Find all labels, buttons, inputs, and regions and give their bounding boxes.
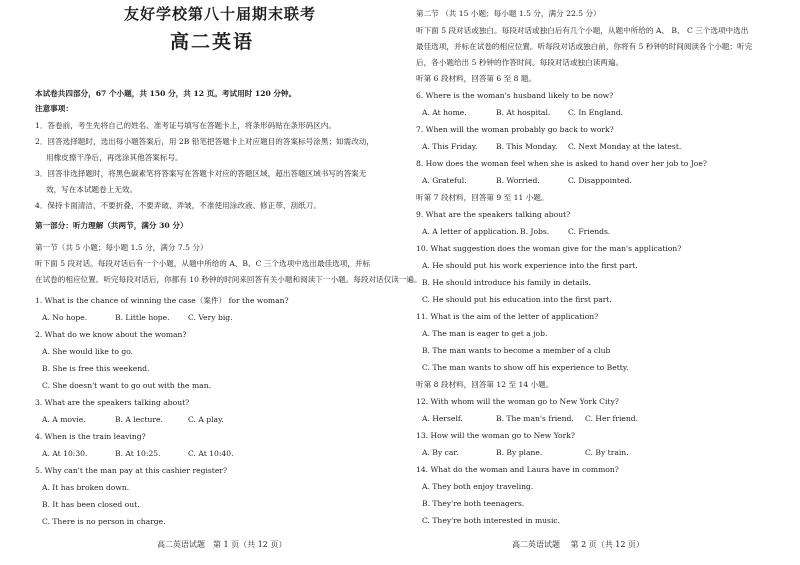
section1-instruction-2: 在试卷的相应位置。听完每段对话后，你都有 10 秒钟的时间来回答有关小题和阅读下一小题。每段对话仅读一遍。 xyxy=(35,275,422,284)
q6-option-b: B. At hospital. xyxy=(496,108,551,117)
question-10: 10. What suggestion does the woman give for the man's application? xyxy=(416,244,682,253)
q3-option-a: A. A movie. xyxy=(42,415,86,424)
material-7: 听第 7 段材料，回答第 9 至 11 小题。 xyxy=(416,193,549,202)
q5-option-b: B. It has been closed out. xyxy=(42,500,140,509)
q10-option-a: A. He should put his work experience into the first part. xyxy=(422,261,638,270)
note-4: 4．保持卡面清洁，不要折叠，不要弄破、弄皱，不准使用涂改液、修正带、刮纸刀。 xyxy=(35,201,321,210)
q12-option-b: B. The man's friend. xyxy=(496,414,574,423)
q5-option-a: A. It has broken down. xyxy=(42,483,130,492)
section2-instruction-1: 听下面 5 段对话或独白。每段对话或独白后有几个小题，从题中所给的 A、 B、 C 三个选项中选出 xyxy=(416,26,749,35)
question-2: 2. What do we know about the woman? xyxy=(35,330,187,339)
q11-option-a: A. The man is eager to get a job. xyxy=(422,329,548,338)
q4-option-c: C. At 10:40. xyxy=(188,449,234,458)
q2-option-b: B. She is free this weekend. xyxy=(42,364,150,373)
subject-title: 高二英语 xyxy=(170,31,255,53)
q1-option-a: A. No hope. xyxy=(42,313,88,322)
q13-option-b: B. By plane. xyxy=(496,448,543,457)
question-14: 14. What do the woman and Laura have in common? xyxy=(416,465,619,474)
section2-instruction-3: 后，各小题给出 5 秒钟的作答时间。每段对话或独白读两遍。 xyxy=(416,58,624,67)
q6-option-c: C. In England. xyxy=(568,108,624,117)
section2-instruction-2: 最佳选项，并标在试卷的相应位置。听每段对话或独白前，你将有 5 秒钟的时间阅读各个小题；听完 xyxy=(416,42,753,51)
q7-option-c: C. Next Monday at the latest. xyxy=(568,142,682,151)
question-3: 3. What are the speakers talking about? xyxy=(35,398,190,407)
q14-option-a: A. They both enjoy traveling. xyxy=(422,482,534,491)
question-4: 4. When is the train leaving? xyxy=(35,432,146,441)
q6-option-a: A. At home. xyxy=(422,108,467,117)
q7-option-a: A. This Friday. xyxy=(422,142,478,151)
q10-option-c: C. He should put his education into the first part. xyxy=(422,295,612,304)
page-right xyxy=(400,0,800,565)
q8-option-c: C. Disappointed. xyxy=(568,176,632,185)
q8-option-a: A. Grateful. xyxy=(422,176,467,185)
q13-option-a: A. By car. xyxy=(422,448,459,457)
page-footer-right: 高二英语试题 第 2 页（共 12 页） xyxy=(512,540,644,549)
q1-option-c: C. Very big. xyxy=(188,313,233,322)
note-2-cont: 用橡皮擦干净后，再选涂其他答案标号。 xyxy=(46,153,183,162)
question-9: 9. What are the speakers talking about? xyxy=(416,210,571,219)
note-1: 1．答卷前，考生先将自己的姓名、准考证号填写在答题卡上，将条形码贴在条形码区内。 xyxy=(35,121,336,130)
section1-instruction-1: 听下面 5 段对话。每段对话后有一个小题，从题中所给的 A、B、C 三个选项中选出最佳选项，并标 xyxy=(35,259,371,268)
notes-heading: 注意事项： xyxy=(35,104,73,113)
question-1: 1. What is the chance of winning the case（案件） for the woman? xyxy=(35,296,289,305)
q1-option-b: B. Little hope. xyxy=(115,313,170,322)
material-8: 听第 8 段材料，回答第 12 至 14 小题。 xyxy=(416,380,554,389)
question-12: 12. With whom will the woman go to New York City? xyxy=(416,397,619,406)
q14-option-b: B. They're both teenagers. xyxy=(422,499,525,508)
school-title: 友好学校第八十届期末联考 xyxy=(124,5,317,23)
q11-option-c: C. The man wants to show off his experience to Betty. xyxy=(422,363,629,372)
q11-option-b: B. The man wants to become a member of a club xyxy=(422,346,611,355)
section2-title: 第二节 （共 15 小题；每小题 1.5 分，满分 22.5 分） xyxy=(416,9,601,18)
q4-option-a: A. At 10:30. xyxy=(42,449,88,458)
q3-option-c: C. A play. xyxy=(188,415,224,424)
q2-option-c: C. She doesn't want to go out with the man. xyxy=(42,381,211,390)
note-2: 2．回答选择题时，选出每小题答案后，用 2B 铅笔把答题卡上对应题目的答案标号涂黑；如需改动， xyxy=(35,137,375,146)
q3-option-b: B. A lecture. xyxy=(115,415,163,424)
question-8: 8. How does the woman feel when she is asked to hand over her job to Joe? xyxy=(416,159,707,168)
question-5: 5. Why can't the man pay at this cashier register? xyxy=(35,466,228,475)
note-3: 3．回答非选择题时，将黑色碳素笔将答案写在答题卡对应的答题区域，超出答题区域书写的答案无 xyxy=(35,169,367,178)
question-13: 13. How will the woman go to New York? xyxy=(416,431,575,440)
q13-option-c: C. By train. xyxy=(585,448,629,457)
question-6: 6. Where is the woman's husband likely to be now? xyxy=(416,91,614,100)
q9-option-a: A. A letter of application. xyxy=(422,227,519,236)
question-7: 7. When will the woman probably go back to work? xyxy=(416,125,614,134)
q4-option-b: B. At 10:25. xyxy=(115,449,161,458)
q14-option-c: C. They're both interested in music. xyxy=(422,516,561,525)
q12-option-c: C. Her friend. xyxy=(585,414,639,423)
page-footer-left: 高二英语试题 第 1 页（共 12 页） xyxy=(157,540,287,549)
q7-option-b: B. This Monday. xyxy=(496,142,558,151)
q9-option-c: C. Friends. xyxy=(568,227,611,236)
note-3-cont: 效，写在本试题卷上无效。 xyxy=(46,185,138,194)
part-heading: 第一部分：听力理解（共两节，满分 30 分） xyxy=(35,221,188,230)
q12-option-a: A. Herself. xyxy=(422,414,463,423)
q10-option-b: B. He should introduce his family in details. xyxy=(422,278,591,287)
q8-option-b: B. Worried. xyxy=(496,176,540,185)
q9-option-b: B. Jobs. xyxy=(520,227,550,236)
section1-title: 第一节（共 5 小题；每小题 1.5 分，满分 7.5 分） xyxy=(35,243,208,252)
exam-intro: 本试卷共四部分，67 个小题，共 150 分，共 12 页。考试用时 120 分钟。 xyxy=(35,89,297,98)
question-11: 11. What is the aim of the letter of application? xyxy=(416,312,599,321)
q5-option-c: C. There is no person in charge. xyxy=(42,517,166,526)
q2-option-a: A. She would like to go. xyxy=(42,347,134,356)
material-6: 听第 6 段材料，回答第 6 至 8 题。 xyxy=(416,74,537,83)
